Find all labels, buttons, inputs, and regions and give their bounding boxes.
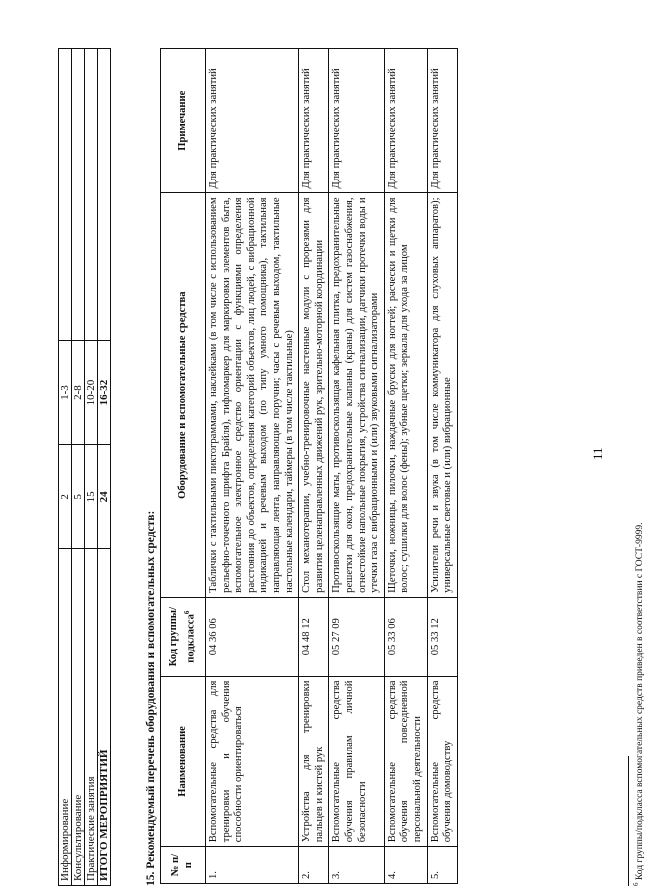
row-num: 3. [329,847,384,884]
row-equipment: Щеточки, ножницы, пилочки, наждачные бруски для ногтей; расчески и щетки для волос; сушилки для волос (фены); зубные щетки; зеркала для ухода за лицом [384,193,427,597]
section-title: 15. Рекомендуемый перечень оборудования и вспомогательных средств: [145,510,157,886]
row-name: Вспомогательные средства для тренировки и обучения способности ориентироваться [206,676,299,847]
footnote-mark: 6 [632,882,640,886]
header-num: № п/п [161,847,206,884]
row-name: Вспомогательные средства обучения домоводству [427,676,457,847]
row-num: 2. [299,847,329,884]
row-equipment: Противоскользящие маты, противоскользящая кафельная плитка, предохранительные решетки для окон, предохранительные клапаны (краны) для систем газоснабжения, огнестойкие напольные покрытия, устройства сигнализации, датчики протечки воды и утечки газа с вибрационными и (или) звуковыми сигнализаторами [329,193,384,597]
summary-hours: 24 [98,445,111,549]
summary-blank-cell [85,49,98,341]
summary-range: 16-32 [98,340,111,445]
summary-range: 1-3 [59,340,72,445]
hours-summary-table [58,48,111,886]
table-row [59,49,72,886]
row-code: 04 36 06 [206,597,299,676]
row-note: Для практических занятий [427,49,457,193]
row-num: 4. [384,847,427,884]
table-row [206,49,299,884]
summary-blank-cell [59,49,72,341]
summary-label: Практические занятия [85,549,98,886]
row-note: Для практических занятий [329,49,384,193]
row-code: 05 27 09 [329,597,384,676]
row-code: 05 33 06 [384,597,427,676]
row-num: 5. [427,847,457,884]
row-code: 05 33 12 [427,597,457,676]
summary-blank-cell [72,49,85,341]
row-name: Вспомогательные средства обучения правилам личной безопасности [329,676,384,847]
row-name: Вспомогательные средства обучения повседневной персональной деятельности [384,676,427,847]
row-equipment: Усилители речи и звука (в том числе коммуникатора для слуховых аппаратов); универсальные световые и (или) вибрационные [427,193,457,597]
header-code-label: Код группы/ подкласса [168,606,197,667]
row-note: Для практических занятий [206,49,299,193]
header-equipment: Оборудование и вспомогательные средства [161,193,206,597]
header-name: Наименование [161,676,206,847]
footnote-text: Код группы/подкласса вспомогательных средств приведен в соответствии с ГОСТ-9999. [635,522,645,881]
header-note: Примечание [161,49,206,193]
table-row [85,49,98,886]
summary-blank-cell [98,49,111,341]
row-num: 1. [206,847,299,884]
footnote-divider [628,756,629,886]
header-code [161,597,206,676]
summary-label: Информирование [59,549,72,886]
table-row [329,49,384,884]
table-row [72,49,85,886]
summary-hours: 15 [85,445,98,549]
page-number: 11 [590,447,605,460]
header-code-footnote-mark: 6 [182,610,191,615]
table-row [427,49,457,884]
row-equipment: Стол механотерапии, учебно-тренировочные настенные модули с прорезями для развития целенаправленных движений рук, зрительно-моторной координации [299,193,329,597]
table-row-total [98,49,111,886]
row-name: Устройства для тренировки пальцев и кистей рук [299,676,329,847]
summary-range: 2-8 [72,340,85,445]
summary-hours: 2 [59,445,72,549]
table-row [299,49,329,884]
summary-label: ИТОГО МЕРОПРИЯТИЙ [98,549,111,886]
row-code: 04 48 12 [299,597,329,676]
row-note: Для практических занятий [299,49,329,193]
summary-range: 10-20 [85,340,98,445]
summary-label: Консультирование [72,549,85,886]
table-header-row [161,49,206,884]
summary-hours: 5 [72,445,85,549]
equipment-table [160,48,458,884]
table-row [384,49,427,884]
row-note: Для практических занятий [384,49,427,193]
row-equipment: Таблички с тактильными пиктограммами, наклейками (в том числе с использованием рельефно-точечного шрифта Брайля), тифломаркер для маркировки элементов быта, вспомогательное электронное средство ориентации с функциями определения расстояния до объектов, определения категорий объектов, лиц людей, с вибрационной индикацией и речевым выходом (по типу умного помощника), тактильная направляющая лента, направляющие поручни; часы с речевым выходом, тактильные настольные календари, таймеры (в том числе тактильные) [206,193,299,597]
footnote [632,523,645,886]
